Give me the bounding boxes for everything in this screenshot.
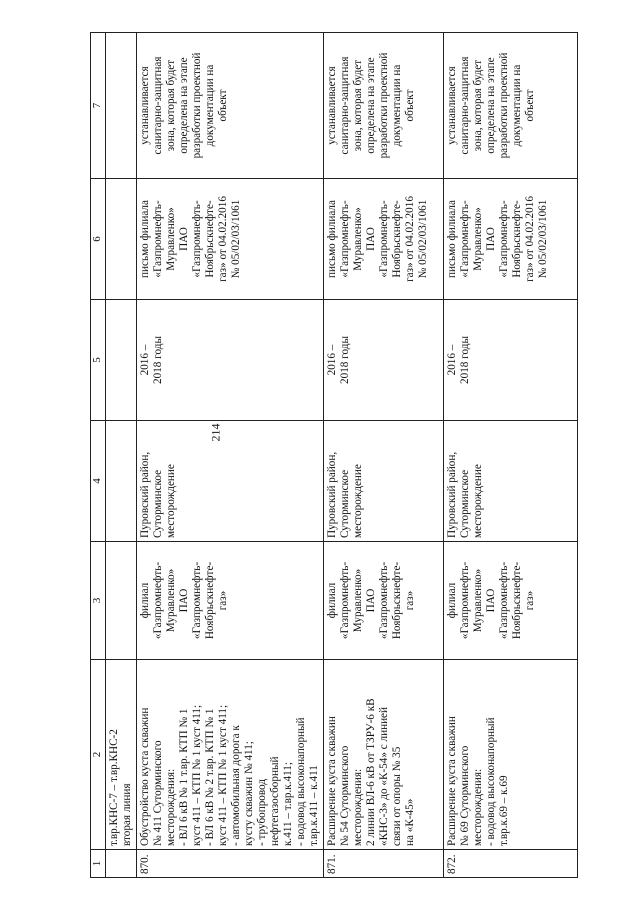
column-header: 1 (91, 850, 106, 878)
location: Пуровский район, Суторминское месторождение (137, 421, 324, 542)
organization: филиал «Газпромнефть- Муравленко» ПАО «Газпромнефть- Ноябрьскнефте- газ» (137, 542, 324, 660)
period: 2016 – 2018 годы (444, 300, 578, 421)
basis: письмо филиала «Газпромнефть- Муравленко» ПАО «Газпромнефть- Ноябрьскнефте- газ» от 04.02.2016 № 05/02/03/1061 (137, 179, 324, 300)
column-header: 2 (91, 660, 106, 850)
row-number: 870. (137, 850, 324, 878)
page-number: 214 (208, 423, 223, 442)
sanitary-zone: устанавливается санитарно-защитная зона, которая будет определена на этапе разработки проектной документации на объект (137, 33, 324, 179)
column-header: 5 (91, 300, 106, 421)
table-cell (106, 850, 137, 878)
object-name: Обустройство куста скважин № 411 Суторминского месторождения: - ВЛ 6 кВ № 1 т.вр. КТП № 1 куст 411 – КТП № 1 куст 411; - ВЛ 6 кВ № 2 т.вр. КТП № 1 куст 411 – КТП № 1 куст 411; - автомобильная дорога к кусту скважин № 411; - трубопровод нефтегазосборный к.411 – т.вр.к.411; - водовод высоконапорный т.вр.к.411 – к.411 (137, 660, 324, 850)
column-header: 7 (91, 33, 106, 179)
table-cell (106, 300, 137, 421)
continuation-text: т.вр.КНС-7 – т.вр.КНС-2 вторая линия (106, 660, 137, 850)
column-header: 4 (91, 421, 106, 542)
location: Пуровский район, Суторминское месторождение (444, 421, 578, 542)
organization: филиал «Газпромнефть- Муравленко» ПАО «Газпромнефть- Ноябрьскнефте- газ» (324, 542, 444, 660)
column-header: 6 (91, 179, 106, 300)
column-number-row (91, 33, 106, 878)
period: 2016 – 2018 годы (137, 300, 324, 421)
table-cell (106, 33, 137, 179)
object-name: Расширение куста скважин № 54 Суторминского месторождения: 2 линии ВЛ-6 кВ от ТЗРУ-6 кВ «КНС-3» до «К-54» с линией связи от опоры № 35 на «К-45» (324, 660, 444, 850)
table-row (137, 33, 324, 878)
table-cell (106, 542, 137, 660)
sanitary-zone: устанавливается санитарно-защитная зона, которая будет определена на этапе разработки проектной документации на объект (444, 33, 578, 179)
sanitary-zone: устанавливается санитарно-защитная зона, которая будет определена на этапе разработки проектной документации на объект (324, 33, 444, 179)
basis: письмо филиала «Газпромнефть- Муравленко» ПАО «Газпромнефть- Ноябрьскнефте- газ» от 04.02.2016 № 05/02/03/1061 (324, 179, 444, 300)
table-row (444, 33, 578, 878)
row-number: 871. (324, 850, 444, 878)
document-sheet (90, 33, 578, 878)
basis: письмо филиала «Газпромнефть- Муравленко» ПАО «Газпромнефть- Ноябрьскнефте- газ» от 04.02.2016 № 05/02/03/1061 (444, 179, 578, 300)
table-row (324, 33, 444, 878)
location: Пуровский район, Суторминское месторождение (324, 421, 444, 542)
continuation-row (106, 33, 137, 878)
table-cell (106, 179, 137, 300)
row-number: 872. (444, 850, 578, 878)
column-header: 3 (91, 542, 106, 660)
table-cell (106, 421, 137, 542)
object-name: Расширение куста скважин № 69 Суторминского месторождения: - водовод высоконапорный т.вр.к.69 – к.69 (444, 660, 578, 850)
objects-table (90, 32, 578, 878)
period: 2016 – 2018 годы (324, 300, 444, 421)
organization: филиал «Газпромнефть- Муравленко» ПАО «Газпромнефть- Ноябрьскнефте- газ» (444, 542, 578, 660)
